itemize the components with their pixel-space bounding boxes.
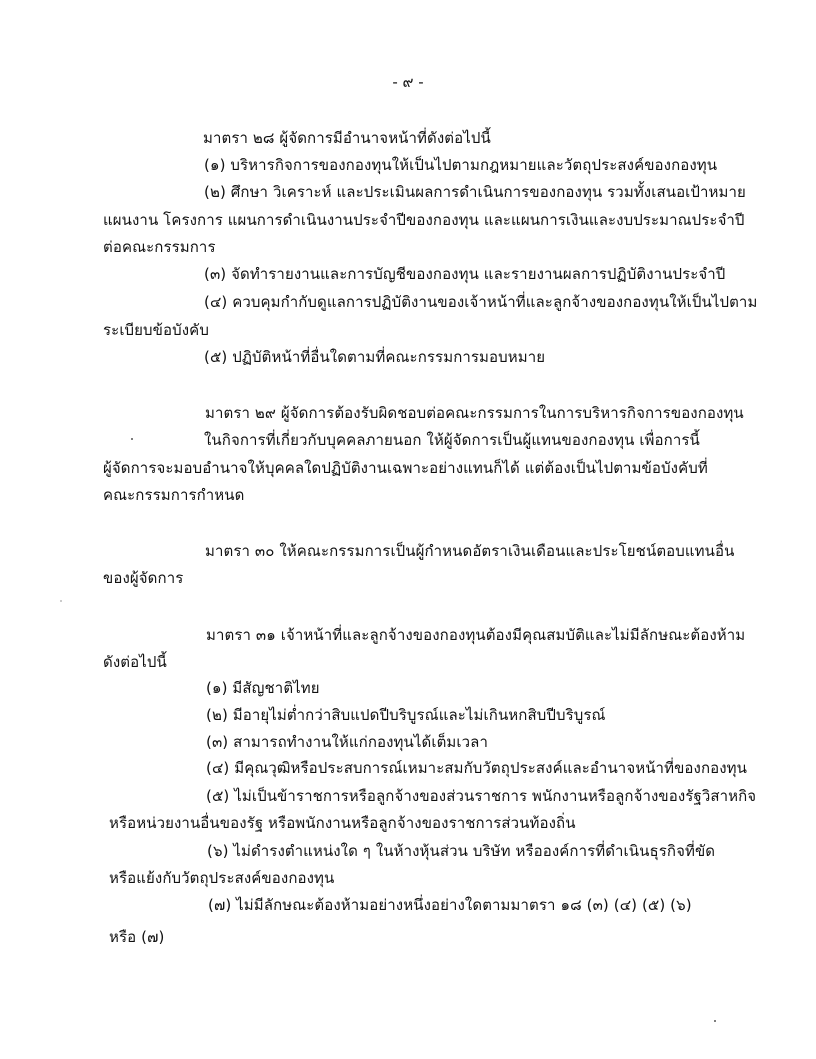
section-29-line-1: มาตรา ๒๙ ผู้จัดการต้องรับผิดชอบต่อคณะกรรมการในการบริหารกิจการของกองทุน	[205, 404, 744, 422]
scan-speck	[60, 600, 62, 602]
section-31-item-1: (๑) มีสัญชาติไทย	[206, 679, 320, 697]
section-31-item-2: (๒) มีอายุไม่ต่ำกว่าสิบแปดปีบริบูรณ์และไม่เกินหกสิบปีบริบูรณ์	[206, 706, 606, 724]
section-28-item-3: (๓) จัดทำรายงานและการบัญชีของกองทุน และรายงานผลการปฏิบัติงานประจำปี	[204, 265, 726, 283]
section-31-item-4: (๔) มีคุณวุฒิหรือประสบการณ์เหมาะสมกับวัตถุประสงค์และอำนาจหน้าที่ของกองทุน	[206, 759, 748, 777]
section-28-item-2-cont: แผนงาน โครงการ แผนการดำเนินงานประจำปีของกองทุน และแผนการเงินและงบประมาณประจำปี	[103, 211, 745, 229]
section-28-item-2: (๒) ศึกษา วิเคราะห์ และประเมินผลการดำเนินการของกองทุน รวมทั้งเสนอเป้าหมาย	[204, 183, 746, 201]
section-30-line-2: ของผู้จัดการ	[103, 569, 184, 587]
scan-speck	[714, 1020, 716, 1022]
section-30-line-1: มาตรา ๓๐ ให้คณะกรรมการเป็นผู้กำหนดอัตราเงินเดือนและประโยชน์ตอบแทนอื่น	[205, 542, 735, 560]
section-31-line-1: มาตรา ๓๑ เจ้าหน้าที่และลูกจ้างของกองทุนต้องมีคุณสมบัติและไม่มีลักษณะต้องห้าม	[206, 626, 746, 644]
section-28-item-5: (๕) ปฏิบัติหน้าที่อื่นใดตามที่คณะกรรมการมอบหมาย	[204, 348, 546, 366]
page-number: - ๙ -	[392, 73, 424, 91]
section-31-item-5-cont: หรือหน่วยงานอื่นของรัฐ หรือพนักงานหรือลูกจ้างของราชการส่วนท้องถิ่น	[109, 814, 576, 832]
section-28-item-4-cont: ระเบียบข้อบังคับ	[103, 321, 209, 339]
section-31-item-5: (๕) ไม่เป็นข้าราชการหรือลูกจ้างของส่วนราชการ พนักงานหรือลูกจ้างของรัฐวิสาหกิจ	[206, 787, 757, 805]
section-28-item-1: (๑) บริหารกิจการของกองทุนให้เป็นไปตามกฎหมายและวัตถุประสงค์ของกองทุน	[204, 156, 718, 174]
section-31-item-6: (๖) ไม่ดำรงตำแหน่งใด ๆ ในห้างหุ้นส่วน บริษัท หรือองค์การที่ดำเนินธุรกิจที่ขัด	[207, 842, 716, 860]
section-28-heading: มาตรา ๒๘ ผู้จัดการมีอำนาจหน้าที่ดังต่อไปนี้	[203, 129, 491, 147]
section-28-item-2-cont: ต่อคณะกรรมการ	[103, 238, 216, 256]
section-29-line-4: คณะกรรมการกำหนด	[103, 486, 245, 504]
section-29-line-2: ในกิจการที่เกี่ยวกับบุคคลภายนอก ให้ผู้จัดการเป็นผู้แทนของกองทุน เพื่อการนี้	[204, 431, 700, 449]
section-31-item-7-cont: หรือ (๗)	[109, 928, 165, 946]
section-29-line-3: ผู้จัดการจะมอบอำนาจให้บุคคลใดปฏิบัติงานเฉพาะอย่างแทนก็ได้ แต่ต้องเป็นไปตามข้อบังคับที่	[103, 459, 708, 477]
section-31-item-3: (๓) สามารถทำงานให้แก่กองทุนได้เต็มเวลา	[206, 733, 488, 751]
section-31-item-7: (๗) ไม่มีลักษณะต้องห้ามอย่างหนึ่งอย่างใดตามมาตรา ๑๘ (๓) (๔) (๕) (๖)	[208, 896, 692, 914]
section-28-item-4: (๔) ควบคุมกำกับดูแลการปฏิบัติงานของเจ้าหน้าที่และลูกจ้างของกองทุนให้เป็นไปตาม	[204, 293, 758, 311]
scan-speck	[131, 438, 133, 440]
section-31-item-6-cont: หรือแย้งกับวัตถุประสงค์ของกองทุน	[109, 869, 335, 887]
section-31-line-2: ดังต่อไปนี้	[103, 653, 167, 671]
